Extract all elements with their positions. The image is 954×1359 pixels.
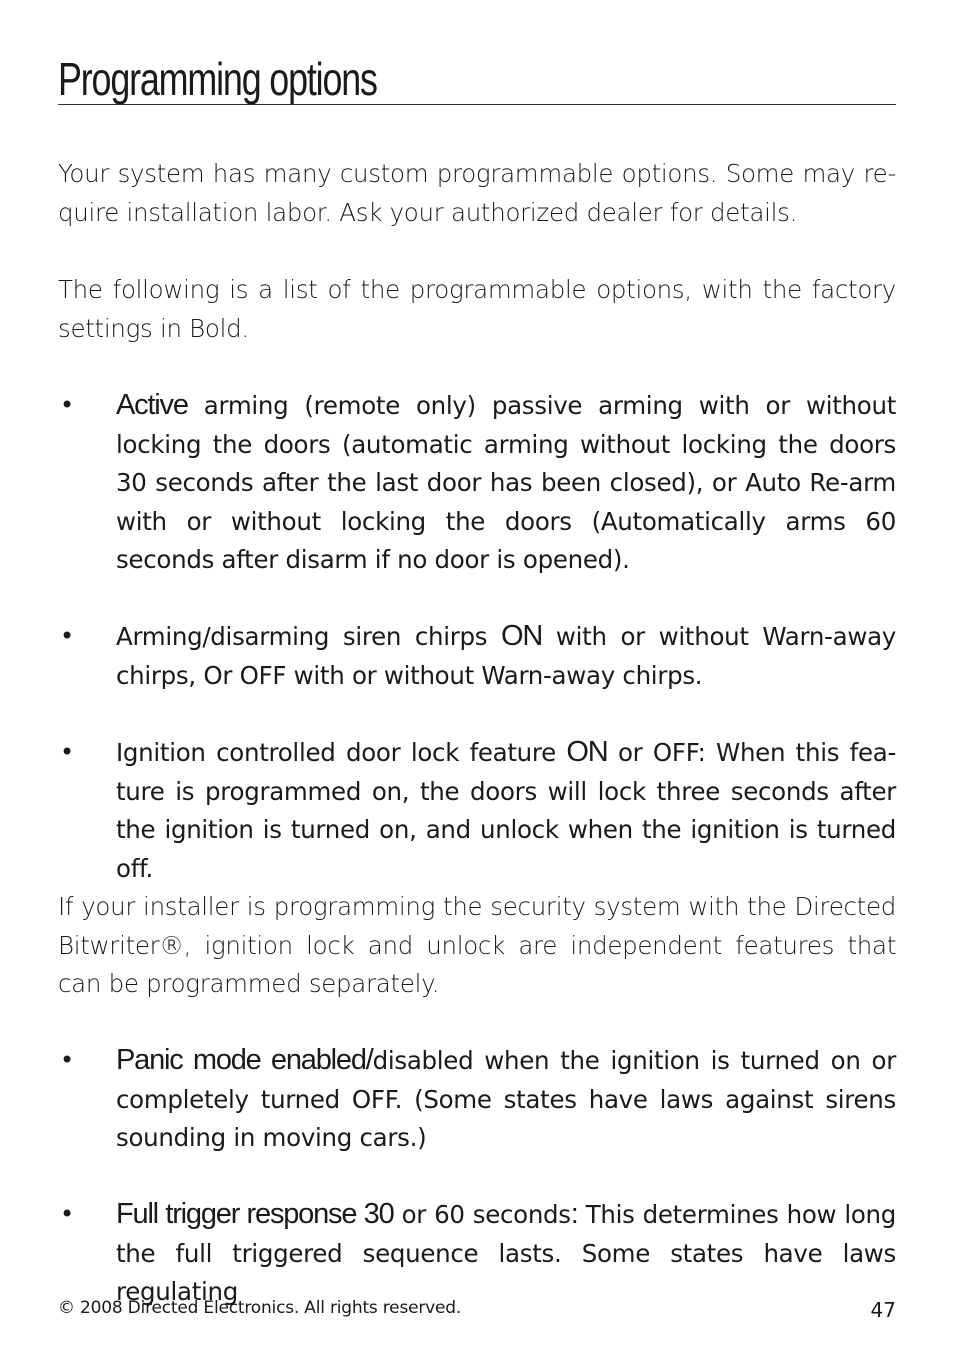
- intro-paragraph-1: Your system has many custom programmable options. Some may re-quire installation labor. Ask your authorized dealer for details.: [58, 159, 896, 227]
- option-description: or 60 seconds: [393, 1200, 571, 1229]
- factory-setting-bold-colon: :: [570, 1198, 578, 1230]
- title-row: [58, 54, 896, 105]
- page-title: Programming options: [58, 54, 381, 104]
- factory-setting-bold: Full trigger response 30: [116, 1198, 394, 1230]
- option-description: disabled when the ignition is turned on or completely turned OFF. (Some states have laws against sirens sounding in moving cars.): [116, 1046, 896, 1152]
- option-prefix: Ignition controlled door lock feature: [116, 738, 567, 767]
- option-text: [116, 1195, 896, 1312]
- factory-setting-bold: Panic mode enabled/: [116, 1044, 373, 1076]
- option-text: [116, 617, 896, 695]
- bullet-dot: •: [60, 738, 75, 766]
- factory-setting-bold: ON: [566, 736, 608, 768]
- bullet-dot: •: [60, 622, 75, 650]
- option-description: arming (remote only) passive arming with or without locking the doors (automatic arming without locking the doors 30 seconds after the last door has been closed), or Auto Re-arm with or without locking the doors (Automatically arms 60 seconds after disarm if no door is opened).: [116, 391, 896, 574]
- bullet-dot: •: [60, 1046, 75, 1074]
- factory-setting-bold: Active: [116, 389, 188, 421]
- bullet-dot: •: [60, 1200, 75, 1228]
- option-prefix: Arming/disarming siren chirps: [116, 622, 502, 651]
- footer-copyright: © 2008 Directed Electronics. All rights reserved.: [58, 1298, 462, 1318]
- option-text: [116, 1041, 896, 1158]
- option-description-continued: This determines how long the full triggered sequence lasts. Some states have laws regulating: [116, 1200, 897, 1306]
- bullet-dot: •: [60, 391, 75, 419]
- bitwriter-paragraph: If your installer is programming the security system with the Directed Bitwriter®, ignition lock and unlock are independent features that can be programmed separately.: [58, 892, 896, 998]
- option-text: [116, 733, 896, 888]
- page-number: 47: [870, 1298, 896, 1322]
- option-text: [116, 386, 896, 580]
- intro-paragraph-2: The following is a list of the programmable options, with the factory settings in Bold.: [58, 275, 896, 343]
- factory-setting-bold: ON: [501, 620, 543, 652]
- option-description: with or without Warn-away chirps, Or OFF with or without Warn-away chirps.: [116, 622, 896, 690]
- option-description: or OFF: When this fea-ture is programmed on, the doors will lock three seconds after the ignition is turned on, and unlock when the ignition is turned off.: [116, 738, 896, 883]
